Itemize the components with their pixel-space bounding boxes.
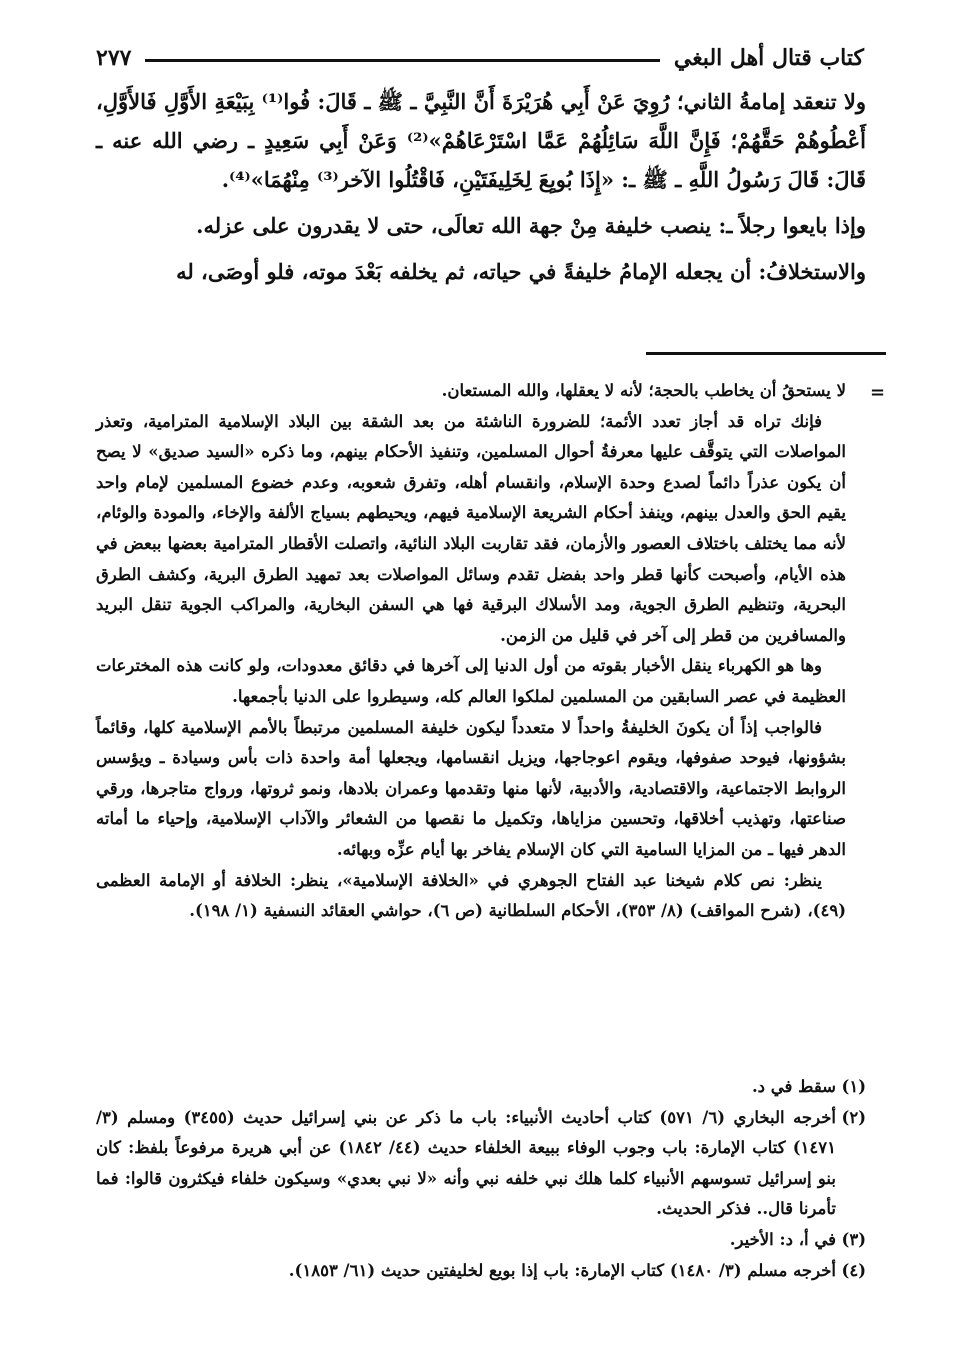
note-paragraph: لا يستحقُ أن يخاطب بالحجة؛ لأنه لا يعقلها، والله المستعان. [441,381,846,400]
footnote-number: (٢) [841,1107,866,1127]
main-paragraph-hadith: ولا تنعقد إمامةُ الثاني؛ رُوِيَ عَنْ أَبِي هُرَيْرَةَ أَنَّ النَّبِيَّ ـ ﷺ ـ قَالَ: فُوا⁽¹⁾ بِبَيْعَةِ الأَوَّلِ فَالأَوَّلِ، أَعْطُوهُمْ حَقَّهُمْ؛ فَإِنَّ اللَّهَ سَائِلُهُمْ عَمَّا اسْتَرْعَاهُمْ»⁽²⁾ وَعَنْ أَبِي سَعِيدٍ ـ رضي الله عنه ـ قَالَ: قَالَ رَسُولُ اللَّهِ ـ ﷺ ـ: «إِذَا بُويِعَ لِخَلِيفَتَيْنِ، فَاقْتُلُوا الآخر⁽³⁾ مِنْهُمَا»⁽⁴⁾. [96,89,866,192]
commentary-notes [96,376,846,927]
main-paragraph-succession: والاستخلافُ: أن يجعله الإمامُ خليفةً في حياته، ثم يخلفه بَعْدَ موته، فلو أوصَى، له [176,259,866,284]
footnote-text: أخرجه البخاري (٦/ ٥٧١) كتاب أحاديث الأنبياء: باب ما ذكر عن بني إسرائيل حديث (٣٤٥٥) ومسلم (٣/ ١٤٧١) كتاب الإمارة: باب وجوب الوفاء ببيعة الخلفاء حديث (٤٤/ ١٨٤٢) عن أبي هريرة مرفوعاً بلفظ: كان بنو إسرائيل تسوسهم الأنبياء كلما هلك نبي خلفه نبي وأنه «لا نبي بعدي» وسيكون خلفاء فيكثرون قالوا: فما تأمرنا قال.. فذكر الحديث. [96,1107,837,1219]
main-text [96,82,866,298]
page-number: ٢٧٧ [96,45,132,71]
main-paragraph-appointment: وإذا بايعوا رجلاً ـ: ينصب خليفة مِنْ جهة الله تعالَى، حتى لا يقدرون على عزله. [196,213,866,238]
footnote-number: (٣) [841,1229,866,1249]
header-rule [145,59,659,62]
note-paragraph: ينظر: نص كلام شيخنا عبد الفتاح الجوهري في «الخلافة الإسلامية»، ينظر: الخلافة أو الإمامة العظمى (٤٩)، (شرح المواقف) (٨/ ٣٥٣)، الأحكام السلطانية (ص ٦)، حواشي العقائد النسفية (١/ ١٩٨). [96,870,846,921]
footnote-number: (١) [841,1077,866,1096]
note-paragraph: فإنك تراه قد أجاز تعدد الأئمة؛ للضرورة الناشئة من بعد الشقة بين البلاد الإسلامية المترامية، وتعذر المواصلات التي يتوقَّف عليها معرفةُ أحوال المسلمين، وتنفيذ الأحكام بينهم، وما ذكره «السيد صديق» لا يصح أن يكون عذراً دائماً لصدع وحدة الإسلام، وانقسام أهله، وتفرق شعوبه، وعدم خضوع المسلمين لإمام واحد يقيم الحق والعدل بينهم، وينفذ أحكام الشريعة الإسلامية فيهم، ويحيطهم بسياج الألفة والإخاء، والمودة والوئام، لأنه مما يختلف باختلاف العصور والأزمان، فقد تقاربت البلاد النائية، واتصلت الأقطار المترامية بعضها ببعض في هذه الأيام، وأصبحت كأنها قطر واحد بفضل تقدم وسائل المواصلات بعد تمهيد الطرق البرية، وكشف الطرق البحرية، وتنظيم الطرق الجوية، ومد الأسلاك البرقية فها هي السفن البخارية، والمراكب الجوية تنقل البريد والمسافرين من قطر إلى آخر في قليل من الزمن. [96,411,846,645]
footnote-text: سقط في د. [751,1077,836,1096]
footnote [96,1103,866,1225]
footnote-number: (٤) [841,1260,866,1280]
footnote [96,1225,866,1256]
footnote [96,1072,866,1103]
chapter-title: كتاب قتال أهل البغي [673,45,864,71]
footnote [96,1256,866,1287]
note-paragraph: فالواجب إذاً أن يكونَ الخليفةُ واحداً لا متعدداً ليكون خليفة المسلمين مرتبطاً بالأمم الإسلامية كلها، وقائماً بشؤونها، فيوحد صفوفها، ويقوم اعوجاجها، ويزيل انقسامها، ويجعلها أمة واحدة ذات بأس وسيادة ـ ويؤسس الروابط الاجتماعية، والاقتصادية، والأدبية، لأنها منها وتقدمها وعمران بلادها، ونمو ثروتها، ورواج متاجرها، ورقي صناعتها، وتهذيب أخلاقها، وتحسين مزاياها، وتكميل ما نقصها من الشعائر والآداب الإسلامية، وإحياء ما أماته الدهر فيها ـ من المزايا السامية التي كان الإسلام يفاخر بها أيام عزِّه وبهائه. [96,717,846,859]
footnote-separator [646,352,886,355]
footnote-text: أخرجه مسلم (٣/ ١٤٨٠) كتاب الإمارة: باب إذا بويع لخليفتين حديث (٦١/ ١٨٥٣). [288,1260,836,1280]
running-header [96,38,864,78]
footnotes [96,1072,866,1286]
continuation-mark: = [870,382,886,403]
footnote-text: في أ، د: الأخير. [729,1229,836,1249]
note-paragraph: وها هو الكهرباء ينقل الأخبار بقوته من أول الدنيا إلى آخرها في دقائق معدودات، ولو كانت هذه المخترعات العظيمة في عصر السابقين من المسلمين لملكوا العالم كله، وسيطروا على الدنيا بأجمعها. [96,656,846,706]
